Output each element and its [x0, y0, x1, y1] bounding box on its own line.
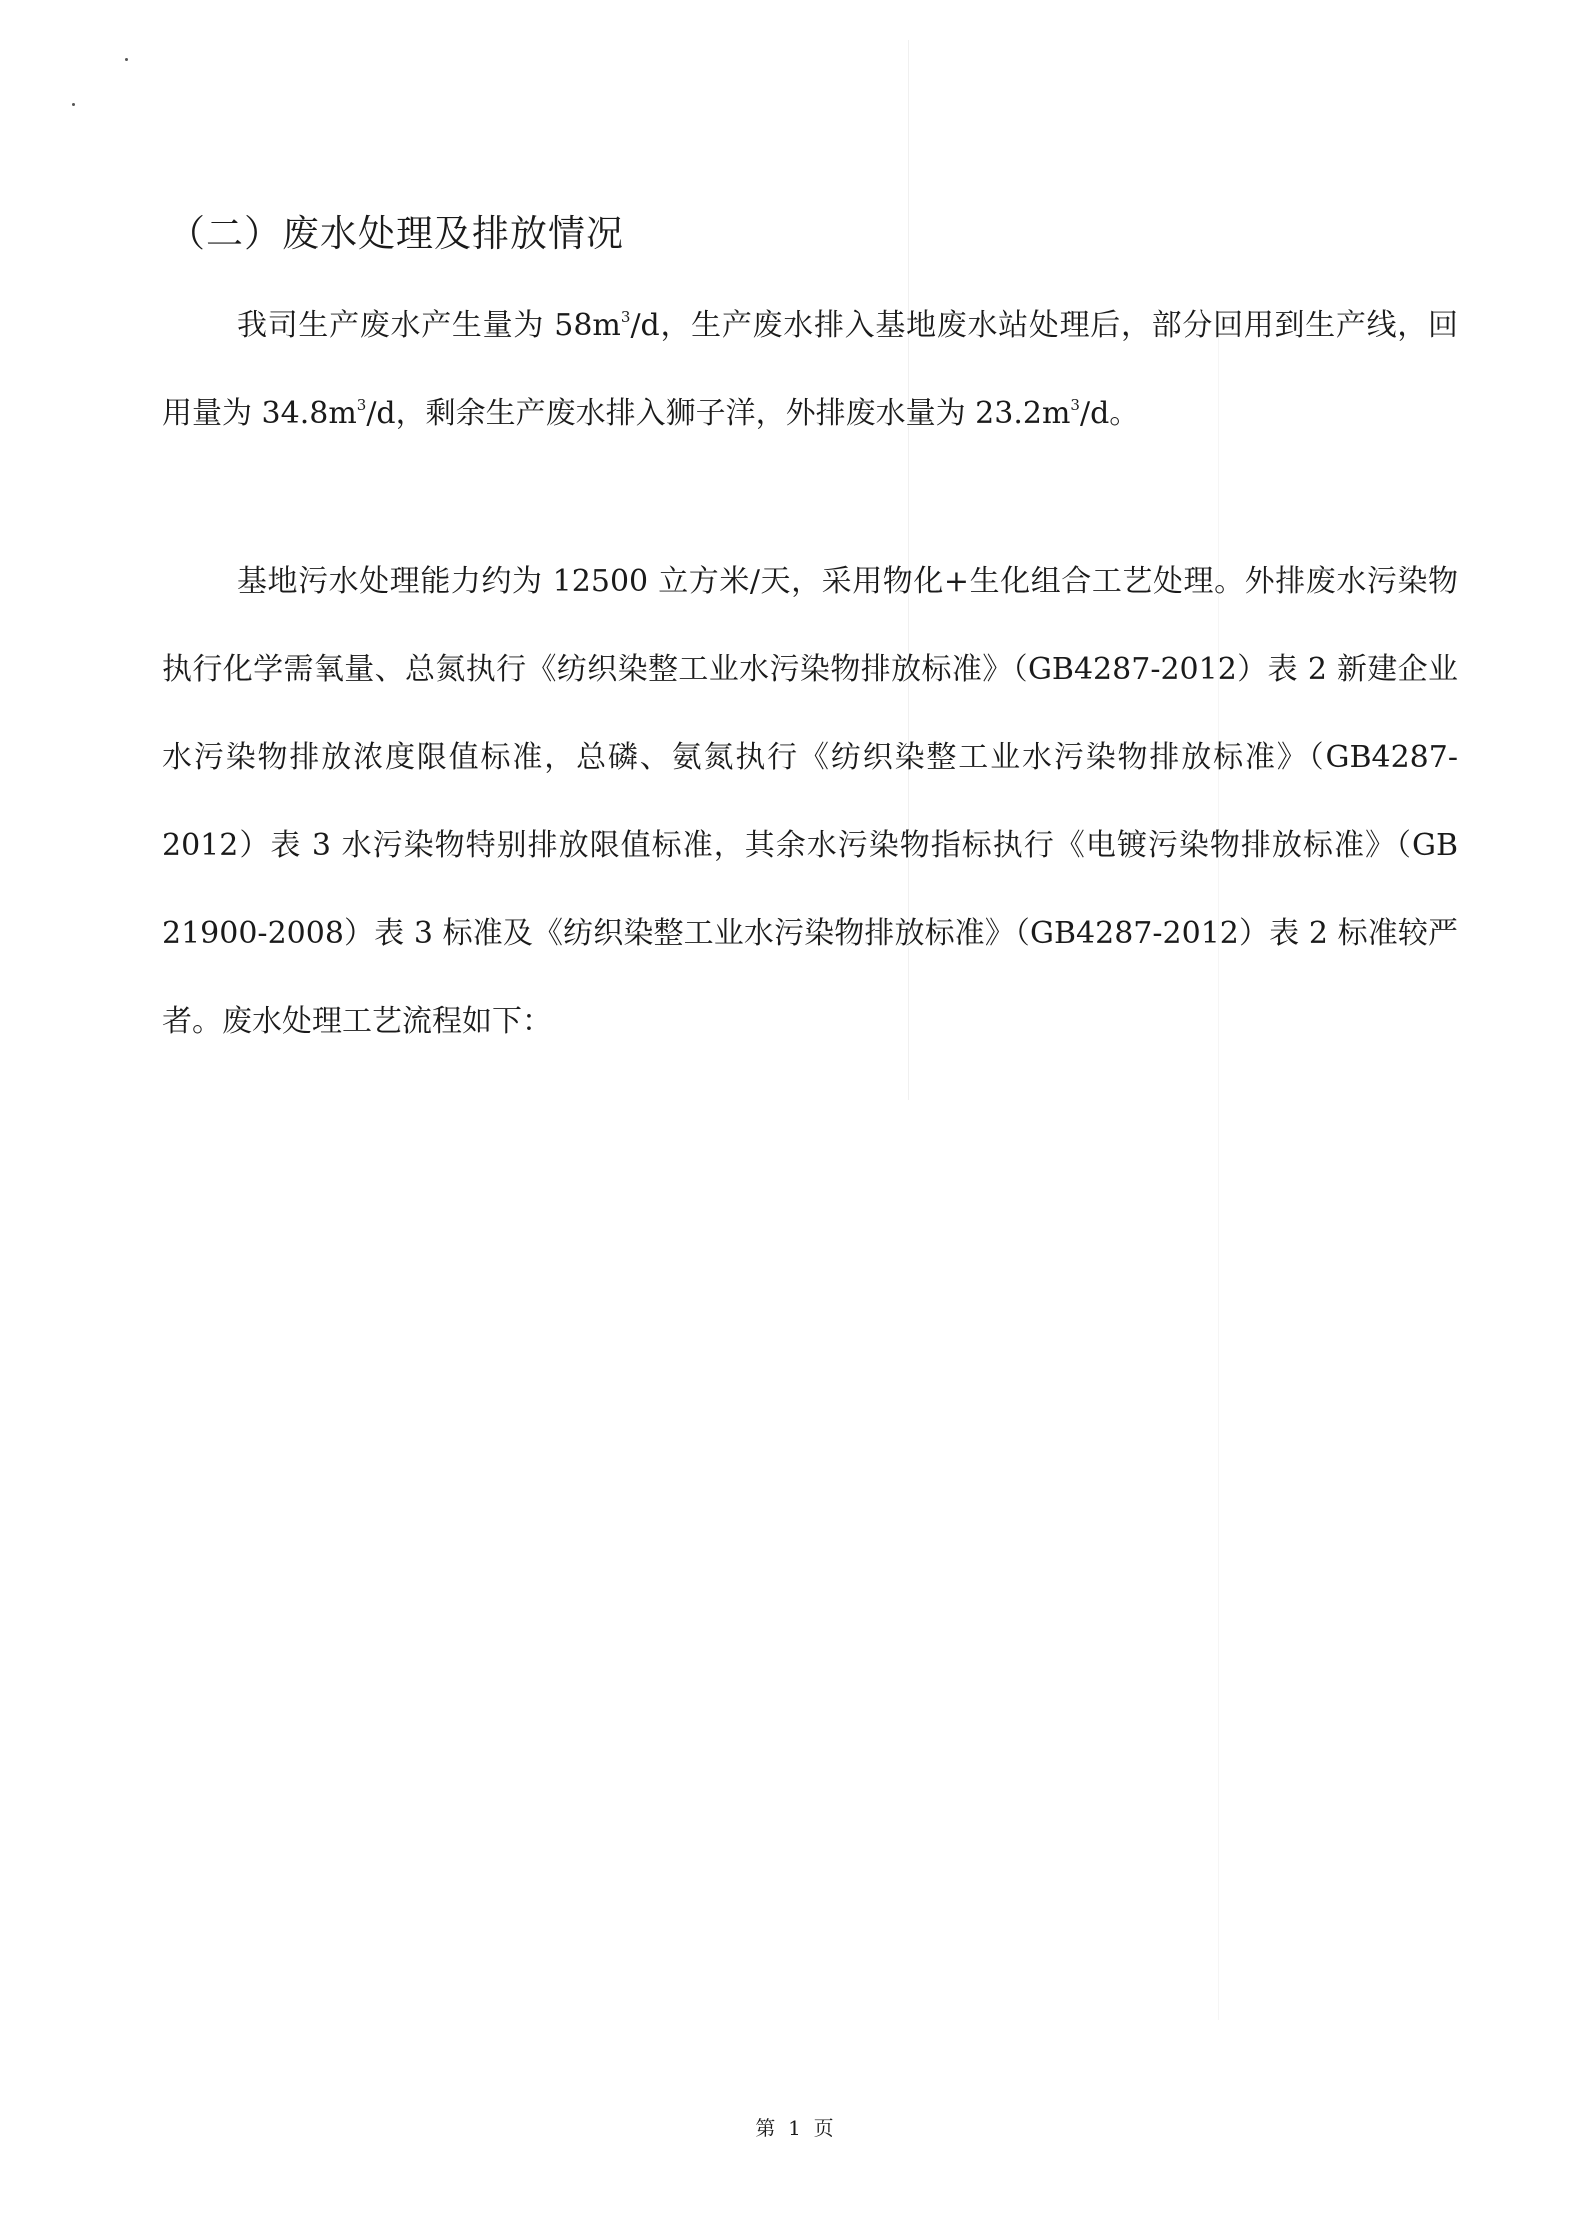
paragraph-text: /d。 — [1079, 396, 1140, 431]
paragraph-text: /d，生产废水排入基地废水站处理后，部分回用到生产线，回用量为 34.8m — [162, 308, 1458, 431]
paragraph-text: 我司生产废水产生量为 58m — [237, 308, 621, 343]
paragraph-text: /d，剩余生产废水排入狮子洋，外排废水量为 23.2m — [366, 396, 1071, 431]
scan-speck — [125, 58, 128, 61]
paragraph-treatment-standards: 基地污水处理能力约为 12500 立方米/天，采用物化+生化组合工艺处理。外排废水污染物执行化学需氧量、总氮执行《纺织染整工业水污染物排放标准》（GB4287-2012）表 2 新建企业水污染物排放浓度限值标准，总磷、氨氮执行《纺织染整工业水污染物排放标准》（GB4287-2012）表 3 水污染物特别排放限值标准，其余水污染物指标执行《电镀污染物排放标准》（GB 21900-2008）表 3 标准及《纺织染整工业水污染物排放标准》（GB4287-2012）表 2 标准较严者。废水处理工艺流程如下： — [162, 564, 1458, 1039]
superscript: 3 — [356, 396, 367, 414]
scan-speck — [72, 103, 75, 106]
page-number: 第 1 页 — [755, 2116, 834, 2140]
section-heading: （二）废水处理及排放情况 — [168, 212, 624, 255]
superscript: 3 — [620, 308, 631, 326]
superscript: 3 — [1070, 396, 1080, 414]
paragraph-wastewater-volume — [162, 282, 1458, 458]
